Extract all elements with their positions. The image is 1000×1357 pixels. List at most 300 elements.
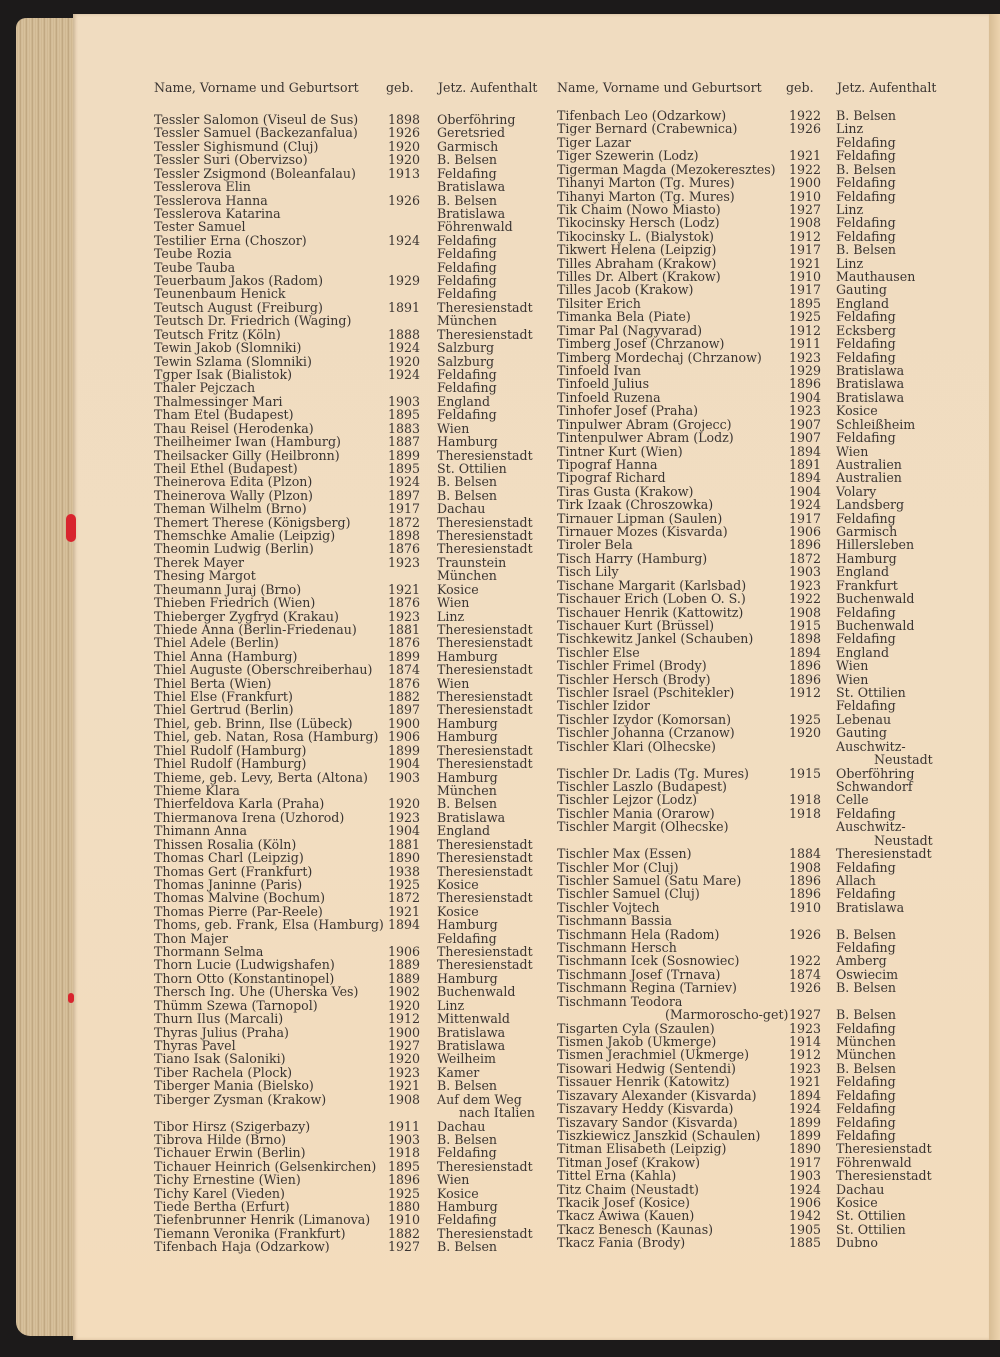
- entry-location: Hamburg: [437, 648, 498, 664]
- entry-location: Feldafing: [836, 940, 896, 956]
- entry-location: Australien: [836, 470, 902, 486]
- entry-name: Tiroler Bela: [557, 537, 633, 553]
- entry-location: München: [437, 783, 497, 798]
- entry-location: Wien: [437, 675, 470, 691]
- entry-name: Tischler Klari (Olhecske): [557, 738, 716, 754]
- entry-name: Thomas Gert (Frankfurt): [154, 863, 313, 879]
- entry-name: Thurn Ilus (Marcali): [154, 1011, 284, 1027]
- entry-location: Hillersleben: [836, 537, 915, 553]
- entry-name: Tigerman Magda (Mezokeresztes): [557, 161, 776, 177]
- entry-location: Frankfurt: [836, 577, 898, 593]
- entry-location: Ecksberg: [836, 322, 896, 338]
- entry-birth-year: 1927: [789, 1007, 822, 1023]
- entry-location: Theresienstadt: [437, 850, 533, 866]
- entry-location: Hamburg: [437, 715, 498, 731]
- entry-location: Geretsried: [437, 125, 506, 141]
- entry-birth-year: 1894: [789, 644, 822, 660]
- entry-name: Tichy Ernestine (Wien): [154, 1172, 301, 1188]
- entry-location: Theresienstadt: [437, 957, 533, 973]
- entry-birth-year: 1908: [789, 859, 822, 875]
- entry-name: Theman Wilhelm (Brno): [154, 501, 307, 517]
- entry-birth-year: 1926: [789, 121, 822, 137]
- entry-birth-year: 1895: [388, 407, 421, 423]
- entry-birth-year: 1874: [789, 966, 822, 982]
- entry-birth-year: 1908: [789, 215, 822, 231]
- entry-birth-year: 1903: [388, 769, 421, 785]
- entry-location: Bratislawa: [437, 179, 506, 195]
- entry-location: Landsberg: [836, 497, 905, 513]
- entry-birth-year: 1910: [789, 269, 822, 285]
- entry-location: Hamburg: [437, 1199, 498, 1215]
- entry-name: Tkacik Josef (Kosice): [557, 1195, 690, 1211]
- entry-name: Tischler Izidor: [557, 698, 650, 714]
- entry-name: Thaler Pejczach: [154, 380, 256, 396]
- entry-name: Tirnauer Lipman (Saulen): [557, 510, 723, 526]
- entry-birth-year: 1896: [789, 886, 822, 902]
- entry-birth-year: 1912: [789, 685, 822, 701]
- entry-location: Theresienstadt: [437, 890, 533, 906]
- entry-name: Thon Majer: [154, 930, 228, 946]
- entry-name: Theumann Juraj (Brno): [154, 581, 302, 597]
- entry-location: Feldafing: [437, 380, 497, 396]
- entry-birth-year: 1920: [388, 353, 421, 369]
- entry-location: Föhrenwald: [836, 1154, 912, 1170]
- entry-name: Thierfeldova Karla (Praha): [154, 796, 325, 812]
- entry-name: Tham Etel (Budapest): [154, 407, 294, 423]
- entry-name: Thiel, geb. Brinn, Ilse (Lübeck): [154, 715, 353, 731]
- entry-location: Theresienstadt: [437, 742, 533, 758]
- entry-name: Tihanyi Marton (Tg. Mures): [557, 175, 735, 191]
- entry-name: Titman Josef (Krakow): [557, 1154, 701, 1170]
- entry-location: Hamburg: [437, 434, 498, 450]
- entry-name: Tihanyi Marton (Tg. Mures): [557, 188, 735, 204]
- entry-birth-year: 1890: [388, 850, 421, 866]
- entry-location: Feldafing: [836, 309, 896, 325]
- entry-birth-year: 1887: [388, 434, 421, 450]
- entry-location: Wien: [836, 671, 869, 687]
- entry-name: Thormann Selma: [154, 944, 264, 960]
- entry-name: Teutsch Fritz (Köln): [154, 326, 281, 342]
- header-year-right: geb.: [786, 80, 814, 95]
- entry-location: München: [437, 568, 497, 584]
- entry-location: Theresienstadt: [437, 1225, 533, 1241]
- entry-birth-year: 1920: [388, 1051, 421, 1067]
- entry-birth-year: 1906: [789, 524, 822, 540]
- entry-location: Bratislawa: [836, 389, 905, 405]
- entry-location: B. Belsen: [437, 796, 498, 812]
- entry-name: Thyras Pavel: [154, 1037, 236, 1053]
- entry-birth-year: 1924: [388, 340, 421, 356]
- entry-name: Timar Pal (Nagyvarad): [557, 322, 703, 338]
- entry-name: Tischler Laszlo (Budapest): [557, 779, 727, 794]
- entry-location: Bratislawa: [836, 899, 905, 915]
- entry-birth-year: 1890: [789, 1141, 822, 1157]
- entry-location: Australien: [836, 456, 902, 472]
- entry-birth-year: 1895: [388, 1158, 421, 1174]
- entry-birth-year: 1894: [789, 1087, 822, 1103]
- entry-location: Schleißheim: [836, 416, 916, 432]
- entry-location: Theresienstadt: [836, 1168, 932, 1184]
- header-location-left: Jetz. Aufenthalt: [438, 80, 538, 95]
- entry-birth-year: 1925: [789, 711, 822, 727]
- entry-name: Tifenbach Leo (Odzarkow): [557, 108, 727, 123]
- entry-location: Wien: [437, 1172, 470, 1188]
- entry-birth-year: 1874: [388, 662, 421, 678]
- entry-location: Feldafing: [437, 366, 497, 382]
- entry-birth-year: 1924: [388, 232, 421, 248]
- entry-location: Feldafing: [836, 1127, 896, 1143]
- entry-name: Theinerova Wally (Plzon): [154, 487, 313, 503]
- entry-birth-year: 1927: [789, 201, 822, 217]
- entry-name: Tischler Israel (Pschitekler): [557, 685, 735, 701]
- entry-birth-year: 1894: [789, 470, 822, 486]
- entry-location: Hamburg: [836, 550, 897, 566]
- entry-birth-year: 1900: [388, 1024, 421, 1040]
- entry-birth-year: 1899: [789, 1114, 822, 1130]
- entry-name: Thiel, geb. Natan, Rosa (Hamburg): [154, 729, 379, 745]
- entry-birth-year: 1907: [789, 416, 822, 432]
- entry-name: Tilles Jacob (Krakow): [557, 282, 694, 298]
- entry-birth-year: 1903: [388, 393, 421, 409]
- entry-birth-year: 1876: [388, 675, 421, 691]
- entry-location: Feldafing: [836, 1087, 896, 1103]
- entry-name: Thoms, geb. Frank, Elsa (Hamburg): [154, 917, 384, 933]
- entry-name: Tischmann Josef (Trnava): [557, 966, 721, 982]
- entry-location: Feldafing: [836, 228, 896, 244]
- entry-name: Thissen Rosalia (Köln): [154, 836, 297, 852]
- entry-birth-year: 1910: [388, 1212, 421, 1228]
- entry-location: Feldafing: [836, 188, 896, 204]
- entry-birth-year: 1891: [388, 299, 421, 315]
- entry-name: Tkacz Fania (Brody): [557, 1235, 686, 1251]
- entry-name: Tiefenbrunner Henrik (Limanova): [154, 1212, 371, 1228]
- entry-name: Thiel Anna (Hamburg): [154, 648, 298, 664]
- entry-name: Tikwert Helena (Leipzig): [557, 242, 717, 258]
- entry-birth-year: 1899: [388, 648, 421, 664]
- entry-name: Tirk Izaak (Chroszowka): [557, 497, 714, 513]
- entry-location: Feldafing: [836, 510, 896, 526]
- entry-name: Thiel Berta (Wien): [154, 675, 272, 691]
- entry-location: England: [836, 295, 890, 311]
- entry-location: Traunstein: [437, 554, 507, 570]
- entry-birth-year: 1899: [388, 742, 421, 758]
- entry-location: Hamburg: [437, 729, 498, 745]
- entry-birth-year: 1923: [388, 554, 421, 570]
- entry-name: Tipograf Hanna: [557, 456, 658, 472]
- entry-birth-year: 1923: [388, 608, 421, 624]
- entry-birth-year: 1913: [388, 165, 421, 181]
- entry-birth-year: 1876: [388, 541, 421, 557]
- entry-name: Tikocinsky L. (Bialystok): [557, 228, 714, 244]
- entry-name: Tischauer Kurt (Brüssel): [557, 617, 715, 633]
- entry-name: Tiede Bertha (Erfurt): [154, 1199, 290, 1215]
- entry-birth-year: 1924: [789, 1101, 822, 1117]
- entry-name: Tischmann Teodora: [557, 993, 683, 1009]
- entry-location: Feldafing: [836, 1114, 896, 1130]
- entry-name: Tibrova Hilde (Brno): [154, 1131, 287, 1147]
- entry-location: Theresienstadt: [836, 1141, 932, 1157]
- entry-location: St. Ottilien: [836, 1208, 906, 1224]
- entry-location: Feldafing: [437, 165, 497, 181]
- entry-name: Theomin Ludwig (Berlin): [154, 541, 314, 557]
- entry-location: B. Belsen: [437, 192, 498, 208]
- entry-birth-year: 1924: [789, 1181, 822, 1197]
- entry-location: Theresienstadt: [437, 514, 533, 530]
- entry-birth-year: 1889: [388, 970, 421, 986]
- entry-location: England: [437, 823, 491, 839]
- entry-birth-year: 1885: [789, 1235, 822, 1251]
- entry-name: Tismen Jakob (Ukmerge): [557, 1033, 717, 1049]
- entry-location: Feldafing: [836, 859, 896, 875]
- entry-name: Themschke Amalie (Leipzig): [154, 528, 336, 544]
- entry-name: Testilier Erna (Choszor): [154, 232, 307, 248]
- entry-location: Gauting: [836, 282, 887, 298]
- entry-name: Thiel Rudolf (Hamburg): [154, 756, 307, 772]
- entry-name: Tiber Rachela (Plock): [154, 1064, 292, 1080]
- entry-name: Teube Tauba: [154, 259, 236, 275]
- entry-name: Tischmann Bassia: [557, 913, 672, 929]
- entry-location: Feldafing: [437, 407, 497, 423]
- entry-location: St. Ottilien: [836, 1221, 906, 1237]
- entry-location: Oberföhring: [437, 112, 516, 127]
- entry-birth-year: 1922: [789, 591, 822, 607]
- entry-name: Tifenbach Haja (Odzarkow): [154, 1239, 330, 1255]
- entry-birth-year: 1923: [789, 403, 822, 419]
- entry-location: Auf dem Weg: [437, 1091, 522, 1107]
- entry-location: Weilheim: [437, 1051, 496, 1067]
- entry-location: Gauting: [836, 725, 887, 741]
- entry-birth-year: 1922: [789, 953, 822, 969]
- entry-name: Tisch Harry (Hamburg): [557, 550, 708, 566]
- entry-birth-year: 1924: [388, 474, 421, 490]
- entry-name: Tischler Dr. Ladis (Tg. Mures): [557, 765, 749, 781]
- entry-location: Feldafing: [836, 1074, 896, 1090]
- entry-name: Tessler Salomon (Viseul de Sus): [154, 112, 359, 127]
- entry-birth-year: 1898: [388, 528, 421, 544]
- entry-location: Theresienstadt: [437, 863, 533, 879]
- entry-location: München: [836, 1047, 896, 1063]
- entry-birth-year: 1924: [789, 497, 822, 513]
- entry-location: B. Belsen: [437, 474, 498, 490]
- entry-location: Feldafing: [836, 1020, 896, 1036]
- entry-name: Tisgarten Cyla (Szaulen): [557, 1020, 715, 1036]
- entry-birth-year: 1904: [789, 389, 822, 405]
- entry-location: Wien: [437, 595, 470, 611]
- entry-name: Thomas Janinne (Paris): [154, 876, 303, 892]
- entry-name: Tischler Samuel (Satu Mare): [557, 872, 742, 888]
- entry-birth-year: 1882: [388, 689, 421, 705]
- entry-location: England: [836, 644, 890, 660]
- entry-location: Theresienstadt: [437, 635, 533, 651]
- entry-name: Tinhofer Josef (Praha): [557, 403, 699, 419]
- entry-name: Teube Rozia: [154, 246, 232, 262]
- entry-birth-year: 1881: [388, 836, 421, 852]
- entry-birth-year: 1898: [789, 631, 822, 647]
- entry-location: St. Ottilien: [437, 460, 507, 476]
- entry-location: Feldafing: [437, 1212, 497, 1228]
- entry-location: Theresienstadt: [437, 836, 533, 852]
- entry-location: B. Belsen: [836, 1060, 897, 1076]
- entry-location: Kosice: [836, 403, 878, 419]
- entry-location: Wien: [836, 658, 869, 674]
- entry-name: Tischauer Erich (Loben O. S.): [557, 591, 746, 607]
- entry-name: Tikocinsky Hersch (Lodz): [557, 215, 720, 231]
- entry-location: B. Belsen: [836, 926, 897, 942]
- entry-location: Feldafing: [437, 1145, 497, 1161]
- entry-location: Feldafing: [437, 286, 497, 302]
- entry-name: Thieme Klara: [154, 783, 240, 798]
- entry-location: Feldafing: [836, 134, 896, 150]
- entry-birth-year: 1908: [388, 1091, 421, 1107]
- entry-name: Thalmessinger Mari: [154, 393, 283, 409]
- entry-location: Feldafing: [836, 805, 896, 821]
- entry-name: Thiermanova Irena (Uzhorod): [154, 809, 345, 825]
- entry-location: Theresienstadt: [437, 702, 533, 718]
- entry-birth-year: 1925: [789, 309, 822, 325]
- entry-name: Tiszkiewicz Janszkid (Schaulen): [557, 1127, 761, 1143]
- entry-location: Theresienstadt: [437, 326, 533, 342]
- entry-name: Thiel Else (Frankfurt): [154, 689, 293, 705]
- entry-location: Theresienstadt: [437, 528, 533, 544]
- entry-location: Bratislawa: [437, 205, 506, 221]
- entry-birth-year: 1922: [789, 108, 822, 123]
- entry-birth-year: 1889: [388, 957, 421, 973]
- entry-birth-year: 1926: [789, 926, 822, 942]
- entry-name: Titman Elisabeth (Leipzig): [557, 1141, 727, 1157]
- entry-location: Dubno: [836, 1235, 878, 1251]
- entry-birth-year: 1895: [789, 295, 822, 311]
- entry-birth-year: 1872: [388, 890, 421, 906]
- entry-name: Tischane Margarit (Karlsbad): [557, 577, 747, 593]
- entry-birth-year: 1912: [789, 322, 822, 338]
- entry-birth-year: 1899: [789, 1127, 822, 1143]
- header-name-right: Name, Vorname und Geburtsort: [557, 80, 762, 95]
- entry-name: Tischler Hersch (Brody): [557, 671, 711, 687]
- header-name-left: Name, Vorname und Geburtsort: [154, 80, 359, 95]
- entry-location: B. Belsen: [836, 1007, 897, 1023]
- entry-birth-year: 1918: [789, 805, 822, 821]
- entry-name: Tischmann Regina (Tarniev): [557, 980, 737, 996]
- entry-location: Buchenwald: [836, 617, 915, 633]
- entry-name: Therek Mayer: [154, 554, 245, 570]
- red-mark: [68, 993, 74, 1003]
- entry-name: Tiger Lazar: [557, 134, 632, 150]
- entry-location: Oswiecim: [836, 966, 899, 982]
- entry-name: Tischler Lejzor (Lodz): [557, 792, 697, 808]
- entry-birth-year: 1917: [789, 1154, 822, 1170]
- entry-name: Tiras Gusta (Krakow): [557, 483, 694, 499]
- entry-birth-year: 1914: [789, 1033, 822, 1049]
- entry-location: Feldafing: [836, 175, 896, 191]
- entry-name: Tichy Karel (Vieden): [154, 1185, 285, 1201]
- entry-location: Volary: [836, 483, 877, 499]
- entry-location: Feldafing: [437, 246, 497, 262]
- entry-location: Feldafing: [836, 148, 896, 164]
- entry-name: Tischauer Henrik (Kattowitz): [557, 604, 744, 620]
- entry-location: Salzburg: [437, 353, 495, 369]
- entry-location: Salzburg: [437, 340, 495, 356]
- entry-name: Tischmann Hela (Radom): [557, 926, 720, 942]
- entry-location: Bratislawa: [437, 1024, 506, 1040]
- entry-birth-year: 1896: [789, 872, 822, 888]
- entry-location: B. Belsen: [836, 108, 897, 123]
- entry-name: Tinfoeld Julius: [557, 376, 650, 392]
- entry-name: Tessler Samuel (Backezanfalua): [154, 125, 358, 141]
- header-year-left: geb.: [386, 80, 414, 95]
- entry-location: Feldafing: [437, 259, 497, 275]
- entry-name: Thiede Anna (Berlin-Friedenau): [154, 621, 357, 637]
- entry-name: Thersch Ing. Uhe (Uherska Ves): [154, 984, 359, 1000]
- entry-name: Thomas Malvine (Bochum): [154, 890, 326, 906]
- entry-location: Theresienstadt: [437, 299, 533, 315]
- entry-location: England: [836, 564, 890, 580]
- entry-location: Feldafing: [836, 1101, 896, 1117]
- entry-location: B. Belsen: [836, 161, 897, 177]
- entry-location: Hamburg: [437, 970, 498, 986]
- entry-name: Theilsacker Gilly (Heilbronn): [154, 447, 340, 463]
- entry-birth-year: 1922: [789, 161, 822, 177]
- entry-name: Tipograf Richard: [557, 470, 666, 486]
- entry-location: St. Ottilien: [836, 685, 906, 701]
- entry-location: München: [836, 1033, 896, 1049]
- entry-location: B. Belsen: [437, 152, 498, 168]
- red-bookmark-tab: [66, 514, 76, 542]
- entry-name: Tilsiter Erich: [557, 295, 641, 311]
- entry-birth-year: 1883: [388, 420, 421, 436]
- entry-birth-year: 1927: [388, 1037, 421, 1053]
- entry-location: Föhrenwald: [437, 219, 513, 235]
- entry-location: Mittenwald: [437, 1011, 510, 1027]
- entry-name: Theil Ethel (Budapest): [154, 460, 298, 476]
- entry-name: Timberg Mordechaj (Chrzanow): [557, 349, 762, 365]
- entry-birth-year: 1905: [789, 1221, 822, 1237]
- entry-name: Tischler Mor (Cluj): [557, 859, 679, 875]
- entry-name: Tgper Isak (Bialistok): [154, 366, 292, 382]
- entry-name: Tewin Szlama (Slomniki): [154, 353, 312, 369]
- entry-name: Tischler Vojtech: [557, 899, 660, 915]
- entry-location: Feldafing: [437, 232, 497, 248]
- entry-name: Theilheimer Iwan (Hamburg): [154, 434, 341, 450]
- entry-location: München: [437, 313, 497, 329]
- entry-name: Thümm Szewa (Tarnopol): [154, 997, 318, 1013]
- entry-name: Tilles Abraham (Krakow): [557, 255, 717, 271]
- entry-birth-year: 1921: [388, 903, 421, 919]
- entry-birth-year: 1921: [789, 1074, 822, 1090]
- entry-birth-year: 1929: [388, 273, 421, 289]
- entry-name: Tiszavary Sandor (Kisvarda): [557, 1114, 738, 1130]
- entry-birth-year: 1912: [388, 1011, 421, 1027]
- entry-name: Tintner Kurt (Wien): [557, 443, 683, 459]
- entry-location: Garmisch: [836, 524, 898, 540]
- entry-birth-year: 1925: [388, 1185, 421, 1201]
- entry-birth-year: 1906: [388, 729, 421, 745]
- entry-birth-year: 1920: [388, 997, 421, 1013]
- entry-birth-year: 1923: [789, 1060, 822, 1076]
- entry-location: Kamer: [437, 1064, 480, 1080]
- entry-location: Kosice: [437, 903, 479, 919]
- entry-name: Tischler Else: [557, 644, 640, 660]
- entry-birth-year: 1920: [388, 796, 421, 812]
- entry-birth-year: 1882: [388, 1225, 421, 1241]
- entry-name: Tittel Erna (Kahla): [557, 1168, 677, 1184]
- book-spine-edge: [989, 14, 1000, 1340]
- entry-location-continuation: nach Italien: [459, 1105, 535, 1121]
- entry-location: Feldafing: [836, 631, 896, 647]
- entry-name: Thesing Margot: [154, 568, 256, 584]
- entry-location: Schwandorf: [836, 779, 913, 794]
- entry-location: Dachau: [437, 1118, 486, 1134]
- entry-name: Teunenbaum Henick: [154, 286, 286, 302]
